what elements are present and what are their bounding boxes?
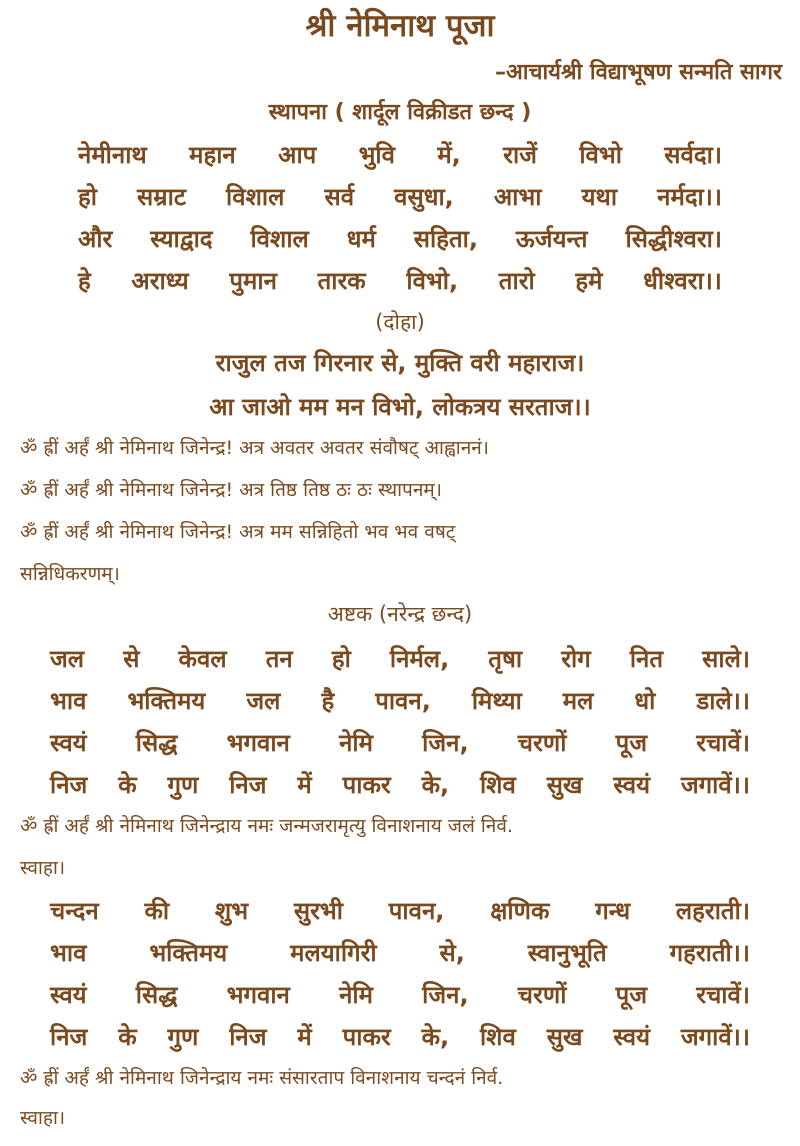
verse-word: भाव (50, 939, 87, 967)
verse-word: रचावें। (696, 729, 750, 757)
chandan-mantra-svaha: स्वाहा। (20, 1107, 66, 1129)
sthapana-heading: स्थापना ( शार्दूल विक्रीडत छन्द ) (268, 100, 532, 125)
verse-word: स्वानुभूति (527, 939, 607, 967)
chandan-verse-3 (50, 978, 750, 1011)
verse-word: सहिता, (413, 225, 478, 253)
verse-word: शिव (479, 771, 516, 799)
verse-word: निज (229, 771, 267, 799)
verse-word: विभो, (406, 267, 459, 295)
verse-word: स्याद्वाद (150, 225, 213, 253)
verse-word: धीश्वरा।। (643, 267, 722, 295)
verse-word: महान (189, 141, 236, 169)
verse-word: नेमि (339, 981, 373, 1009)
verse-word: निज (50, 771, 88, 799)
verse-word: तारक (317, 267, 366, 295)
verse-word: पावन, (375, 687, 431, 715)
verse-word: अराध्य (131, 267, 189, 295)
sthapana-verse-4 (78, 264, 722, 297)
verse-word: ऊर्जयन्त (515, 225, 588, 253)
verse-word: तृषा (488, 645, 523, 673)
verse-word: स्वयं (613, 1023, 651, 1051)
verse-word: भक्तिमय (149, 939, 228, 967)
jal-verse-1 (50, 642, 750, 675)
verse-word: जल (246, 687, 281, 715)
doha-line-1: राजुल तज गिरनार से, मुक्ति वरी महाराज। (215, 349, 585, 377)
verse-word: नेमीनाथ (78, 141, 147, 169)
verse-word: जगावें।। (680, 1023, 750, 1051)
verse-word: पूज (615, 981, 648, 1009)
verse-word: हमे (575, 267, 603, 295)
verse-word: तारो (498, 267, 535, 295)
verse-word: पुमान (229, 267, 277, 295)
author-credit: –आचार्यश्री विद्याभूषण सन्मति सागर (495, 60, 782, 85)
verse-word: राजें (503, 141, 537, 169)
verse-word: सर्व (324, 183, 355, 211)
verse-word: नेमि (339, 729, 373, 757)
verse-word: पाकर (342, 1023, 391, 1051)
sthapana-verse-3 (78, 222, 722, 255)
verse-word: विशाल (226, 183, 285, 211)
verse-word: निज (50, 1023, 88, 1051)
verse-word: आप (278, 141, 317, 169)
verse-word: सिद्धीश्वरा। (625, 225, 722, 253)
verse-word: के (118, 771, 137, 799)
verse-word: रोग (561, 645, 591, 673)
doha-line-2: आ जाओ मम मन विभो, लोकत्रय सरताज।। (209, 393, 591, 421)
verse-word: पावन, (388, 897, 445, 925)
verse-word: नर्मदा।। (657, 183, 722, 211)
verse-word: पाकर (342, 771, 391, 799)
verse-word: जिन, (422, 981, 469, 1009)
verse-word: शुभ (214, 897, 249, 925)
verse-word: के, (421, 1023, 450, 1051)
verse-word: सिद्ध (135, 981, 178, 1009)
verse-word: धो (634, 687, 656, 715)
verse-word: सिद्ध (135, 729, 178, 757)
verse-word: स्वयं (50, 729, 87, 757)
invocation-sannidhikaran: ॐ ह्रीं अर्हं श्री नेमिनाथ जिनेन्द्र! अत्र मम सन्निहितो भव भव वषट् (20, 521, 456, 543)
verse-word: धर्म (346, 225, 376, 253)
verse-word: क्षणिक (490, 897, 550, 925)
verse-word: और (78, 225, 113, 253)
verse-word: से, (439, 939, 465, 967)
verse-word: गन्ध (595, 897, 631, 925)
jal-verse-3 (50, 726, 750, 759)
verse-word: जिन, (422, 729, 469, 757)
verse-word: तन (265, 645, 293, 673)
ashtak-heading: अष्टक (नरेन्द्र छन्द) (327, 602, 473, 626)
verse-word: में, (437, 141, 461, 169)
verse-word: के (118, 1023, 137, 1051)
verse-word: विभो (579, 141, 622, 169)
verse-word: वसुधा, (394, 183, 454, 211)
verse-word: चन्दन (50, 897, 99, 925)
chandan-mantra: ॐ ह्रीं अर्हं श्री नेमिनाथ जिनेन्द्राय नमः संसारताप विनाशनाय चन्दनं निर्व. (20, 1067, 504, 1089)
jal-verse-4 (50, 768, 750, 801)
verse-word: गुण (167, 1023, 199, 1051)
verse-word: स्वयं (50, 981, 87, 1009)
verse-word: साले। (702, 645, 750, 673)
verse-word: नित (629, 645, 664, 673)
verse-word: विशाल (250, 225, 309, 253)
page-title: श्री नेमिनाथ पूजा (305, 8, 495, 44)
verse-word: जगावें।। (680, 771, 750, 799)
chandan-verse-4 (50, 1020, 750, 1053)
verse-word: यथा (581, 183, 618, 211)
verse-word: डाले।। (696, 687, 750, 715)
verse-word: निर्मल, (389, 645, 450, 673)
verse-word: जल (50, 645, 85, 673)
verse-word: लहराती। (675, 897, 750, 925)
verse-word: रचावें। (696, 981, 750, 1009)
verse-word: चरणों (517, 981, 567, 1009)
verse-word: गुण (167, 771, 199, 799)
verse-word: से (123, 645, 140, 673)
verse-word: भगवान (226, 981, 290, 1009)
verse-word: के, (421, 771, 450, 799)
verse-word: सम्राट (137, 183, 186, 211)
verse-word: शिव (479, 1023, 516, 1051)
verse-word: स्वयं (613, 771, 651, 799)
invocation-ahvanan: ॐ ह्रीं अर्हं श्री नेमिनाथ जिनेन्द्र! अत्र अवतर अवतर संवौषट् आह्वाननं। (20, 437, 490, 459)
verse-word: में (297, 771, 312, 799)
verse-word: हो (78, 183, 97, 211)
verse-word: केवल (178, 645, 227, 673)
verse-word: निज (229, 1023, 267, 1051)
verse-word: पूज (615, 729, 648, 757)
sthapana-verse-1 (78, 138, 722, 171)
verse-word: भगवान (226, 729, 290, 757)
verse-word: है (321, 687, 335, 715)
verse-word: मलयागिरी (290, 939, 377, 967)
verse-word: सर्वदा। (664, 141, 722, 169)
chandan-verse-1 (50, 894, 750, 927)
jal-mantra: ॐ ह्रीं अर्हं श्री नेमिनाथ जिनेन्द्राय नमः जन्मजरामृत्यु विनाशनाय जलं निर्व. (20, 815, 513, 837)
verse-word: मिथ्या (471, 687, 522, 715)
sthapana-verse-2 (78, 180, 722, 213)
chandan-verse-2 (50, 936, 750, 969)
verse-word: भाव (50, 687, 87, 715)
verse-word: की (144, 897, 170, 925)
verse-word: आभा (493, 183, 542, 211)
verse-word: मल (562, 687, 594, 715)
verse-word: चरणों (517, 729, 567, 757)
verse-word: में (297, 1023, 312, 1051)
verse-word: सुख (546, 771, 583, 799)
verse-word: हे (78, 267, 91, 295)
verse-word: भक्तिमय (127, 687, 206, 715)
verse-word: हो (331, 645, 351, 673)
invocation-sthapan: ॐ ह्रीं अर्हं श्री नेमिनाथ जिनेन्द्र! अत्र तिष्ठ तिष्ठ ठः ठः स्थापनम्। (20, 479, 442, 501)
verse-word: गहराती।। (669, 939, 750, 967)
doha-heading: (दोहा) (375, 310, 425, 334)
invocation-sannidhikaran-cont: सन्निधिकरणम्। (20, 563, 120, 585)
jal-verse-2 (50, 684, 750, 717)
verse-word: सुख (546, 1023, 583, 1051)
jal-mantra-svaha: स्वाहा। (20, 857, 66, 879)
verse-word: सुरभी (293, 897, 344, 925)
verse-word: भुवि (358, 141, 395, 169)
